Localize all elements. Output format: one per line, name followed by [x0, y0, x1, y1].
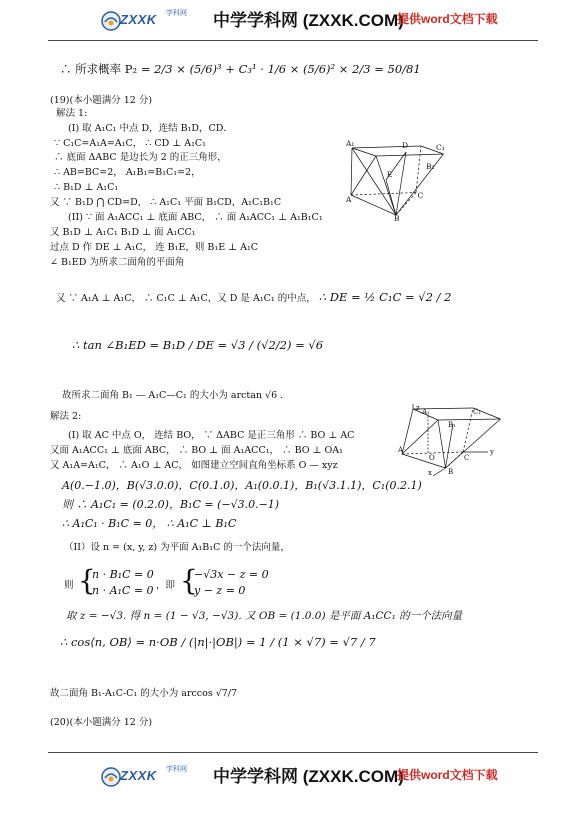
s2-line-1: (I) 取 AC 中点 O， 连结 BO， ∵ ΔABC 是正三角形 ∴ BO ⊥ AC [68, 430, 355, 441]
coordinates-line: A(0.−1.0)，B(√3.0.0)，C(0.1.0)，A₁(0.0.1)，B₁(√3.1.1)，C₁(0.2.1) [62, 479, 422, 492]
system-prefix: 则 [64, 580, 74, 591]
final-answer: 故二面角 B₁-A₁C-C₁ 的大小为 arccos √7/7 [50, 688, 238, 699]
system2-eq1: −√3x − z = 0 [194, 568, 269, 581]
s1-line-5: ∴ B₁D ⊥ A₁C₁ [54, 182, 119, 193]
prism-figure-2 [398, 404, 510, 476]
cos-expression: ∴ cos⟨n, OB⟩ = n·OB / (|n|·|OB|) = 1 / (1 × √7) = √7 / 7 [60, 635, 376, 649]
probability-line [60, 62, 421, 76]
site-logo[interactable] [100, 8, 192, 34]
fig2-label-b1: B₁ [448, 421, 456, 429]
brace-left-2: { [180, 564, 198, 597]
fig1-label-b: B [394, 214, 400, 221]
q19-title: (19)(本小题满分 12 分) [50, 95, 153, 106]
footer-logo-text: ZXXK [120, 768, 157, 783]
s1-line-10: ∠ B₁ED 为所求二面角的平面角 [50, 257, 185, 268]
normal-vector-line: 取 z = −√3. 得 n = (1 − √3, −√3). 又 OB = (1.0.0) 是平面 A₁CC₁ 的一个法向量 [66, 610, 463, 622]
logo-subtext: 学科网 [166, 10, 187, 17]
s1-line-6: 又 ∵ B₁D ⋂ CD=D， ∴ A₁C₁ 平面 B₁CD，A₁C₁B₁C [50, 197, 282, 208]
footer-rule [48, 752, 538, 753]
site-title[interactable]: 中学学科网 (ZXXK.COM) [213, 11, 404, 30]
fig2-label-z: z [416, 404, 420, 412]
fig2-label-c: C [464, 454, 470, 462]
fig1-label-c: C [417, 191, 424, 200]
fig2-label-o: O [429, 454, 435, 462]
footer-logo[interactable] [100, 764, 192, 790]
fig1-label-a: A [346, 195, 352, 204]
solution1-title: 解法 1: [56, 108, 88, 119]
fig2-label-c1: C₁ [473, 408, 482, 416]
system-connector: ，即 [156, 580, 176, 591]
download-link[interactable]: 提供word文档下载 [397, 12, 498, 26]
s1-line-8: 又 B₁D ⊥ A₁C₁ B₁D ⊥ 面 A₁CC₁ [50, 227, 196, 238]
equation-system [52, 566, 312, 602]
system2-eq2: y − z = 0 [194, 584, 246, 597]
de-expression: ∴ DE = ½ C₁C = √2 / 2 [318, 290, 452, 304]
s1-conclusion: 故所求二面角 B₁ — A₁C—C₁ 的大小为 arctan √6 . [62, 390, 284, 401]
probability-expression: 2/3 × (5/6)³ + C₃¹ · 1/6 × (5/6)² × 2/3 = 50/81 [154, 62, 421, 76]
page-header [0, 0, 580, 40]
fig2-label-y: y [490, 448, 494, 456]
fig2-label-x: x [428, 469, 432, 476]
fig1-label-a1: A₁ [346, 140, 355, 148]
fig1-label-c1: C₁ [436, 143, 445, 152]
footer-logo-icon [100, 766, 122, 788]
solution2-title: 解法 2: [50, 411, 82, 422]
fig1-label-e: E [387, 170, 393, 179]
vector-line-2: ∴ A₁C₁ · B₁C = 0， ∴ A₁C ⊥ B₁C [62, 517, 237, 530]
page-footer [0, 756, 580, 796]
logo-text: ZXXK [120, 12, 157, 27]
s2-line-3: 又 A₁A=A₁C， ∴ A₁O ⊥ AC， 如图建立空间直角坐标系 O — xyz [50, 460, 338, 471]
tan-expression-text: ∴ tan ∠B₁ED = B₁D / DE = √3 / (√2/2) = √6 [72, 338, 324, 352]
probability-prefix: ∴ 所求概率 P₂ = [60, 62, 155, 76]
footer-download-link[interactable]: 提供word文档下载 [397, 768, 498, 782]
s1-line-3: ∴ 底面 ΔABC 是边长为 2 的正三角形， [54, 152, 227, 163]
part2-intro: （II）设 n = (x, y, z) 为平面 A₁B₁C 的一个法向量， [64, 542, 290, 553]
fig2-label-a1: A₁ [422, 408, 430, 416]
system1-eq1: n · B₁C = 0 [92, 568, 154, 581]
footer-site-title[interactable]: 中学学科网 (ZXXK.COM) [213, 767, 404, 786]
s1-line-7: (II) ∵ 面 A₁ACC₁ ⊥ 底面 ABC， ∴ 面 A₁ACC₁ ⊥ A₁B₁C₁ [68, 212, 323, 223]
brace-left-1: { [78, 564, 96, 597]
s2-line-2: 又面 A₁ACC₁ ⊥ 底面 ABC， ∴ BO ⊥ 面 A₁ACC₁， ∴ BO ⊥ OA₁ [50, 445, 343, 456]
s1-line-11-text: 又 ∵ A₁A ⊥ A₁C， ∴ C₁C ⊥ A₁C，又 D 是 A₁C₁ 的中点， [56, 293, 316, 304]
fig1-label-d: D [402, 141, 409, 150]
fig2-label-b: B [448, 468, 454, 476]
system1-eq2: n · A₁C = 0 [92, 584, 154, 597]
logo-icon [100, 10, 122, 32]
fig2-label-a: A [398, 446, 404, 454]
s1-line-1: (I) 取 A₁C₁ 中点 D，连结 B₁D，CD． [68, 123, 233, 134]
fig1-label-b1: B₁ [426, 162, 435, 171]
tan-expression [72, 338, 323, 352]
s1-line-4: ∴ AB=BC=2， A₁B₁=B₁C₁=2， [54, 167, 201, 178]
vector-line-1: 则 ∴ A₁C₁ = (0.2.0)，B₁C = (−√3.0.−1) [62, 498, 280, 511]
s1-line-9: 过点 D 作 DE ⊥ A₁C， 连 B₁E，则 B₁E ⊥ A₁C [50, 242, 259, 253]
footer-logo-subtext: 学科网 [166, 766, 187, 773]
header-rule [48, 40, 538, 41]
s1-line-11 [56, 290, 451, 306]
q20-title: (20)(本小题满分 12 分) [50, 717, 153, 728]
prism-figure-1 [346, 140, 446, 221]
s1-line-2: ∵ C₁C=A₁A=A₁C， ∴ CD ⊥ A₁C₁ [54, 138, 206, 149]
